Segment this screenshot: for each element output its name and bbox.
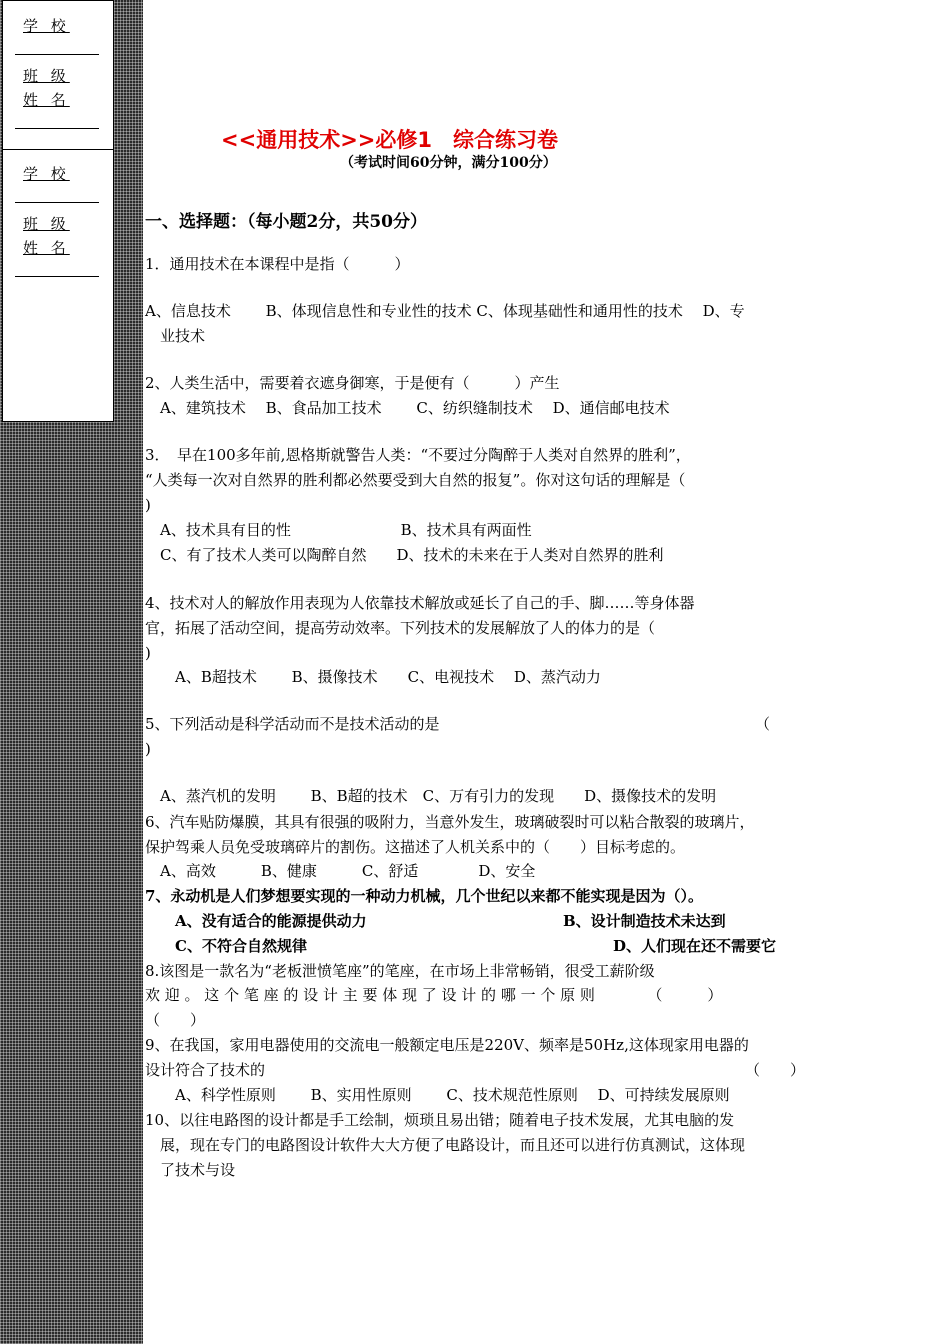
class-label: 班 级 — [23, 67, 70, 85]
question-10-line-2: 展，现在专门的电路图设计软件大大方便了电路设计，而且还可以进行仿真测试，这体现 — [145, 1136, 746, 1154]
school-label: 学 校 — [23, 17, 70, 35]
name-blank[interactable] — [15, 128, 99, 129]
question-9-paren: （ ） — [745, 1061, 806, 1079]
question-1-options: A、信息技术 B、体现信息性和专业性的技术 C、体现基础性和通用性的技术 D、专 — [145, 302, 745, 320]
question-5-line-2: ) — [145, 740, 151, 758]
question-10-line-3: 了技术与设 — [145, 1161, 236, 1179]
class-label-2: 班 级 — [23, 215, 70, 233]
question-4-options: A、B超技术 B、摄像技术 C、电视技术 D、蒸汽动力 — [145, 668, 601, 686]
question-4-line-1: 4、技术对人的解放作用表现为人依靠技术解放或延长了自己的手、脚……等身体器 — [145, 594, 695, 612]
question-10-line-1: 10、以往电路图的设计都是手工绘制，烦琐且易出错；随着电子技术发展，尤其电脑的发 — [145, 1111, 735, 1129]
question-2-options: A、建筑技术 B、食品加工技术 C、纺织缝制技术 D、通信邮电技术 — [145, 399, 670, 417]
question-5-paren: （ — [755, 715, 771, 733]
exam-title: <<通用技术>>必修1 综合练习卷 — [221, 128, 558, 152]
school-label-2: 学 校 — [23, 165, 70, 183]
question-3-line-1: 3． 早在100多年前,恩格斯就警告人类：“不要过分陶醉于人类对自然界的胜利”， — [145, 446, 691, 464]
school-blank-2[interactable] — [15, 202, 99, 203]
question-9-line-1: 9、在我国，家用电器使用的交流电一般额定电压是220V、频率是50Hz,这体现家用电器的 — [145, 1036, 749, 1054]
question-5-line-1: 5、下列活动是科学活动而不是技术活动的是 — [145, 715, 440, 733]
question-4-line-3: ) — [145, 644, 151, 662]
info-box-divider — [3, 149, 113, 150]
question-2-stem: 2、人类生活中，需要着衣遮身御寒，于是便有（ ）产生 — [145, 374, 560, 392]
section-heading: 一、选择题：（每小题2分，共50分） — [145, 212, 427, 232]
question-7-option-d: D、人们现在还不需要它 — [613, 937, 777, 955]
question-6-line-1: 6、汽车贴防爆膜，其具有很强的吸附力，当意外发生，玻璃破裂时可以粘合散裂的玻璃片， — [145, 813, 755, 831]
question-5-options: A、蒸汽机的发明 B、B超的技术 C、万有引力的发现 D、摄像技术的发明 — [145, 787, 717, 805]
question-6-line-2: 保护驾乘人员免受玻璃碎片的割伤。这描述了人机关系中的（ ）目标考虑的。 — [145, 838, 686, 856]
question-4-line-2: 官，拓展了活动空间，提高劳动效率。下列技术的发展解放了人的体力的是（ — [145, 619, 656, 637]
question-3-line-3: ) — [145, 496, 151, 514]
question-1-stem: 1．通用技术在本课程中是指（ ） — [145, 255, 410, 273]
student-info-box — [2, 0, 114, 422]
question-7-option-a: A、没有适合的能源提供动力 — [145, 912, 367, 930]
exam-subtitle: （考试时间60分钟，满分100分） — [340, 155, 557, 171]
question-7-stem: 7、永动机是人们梦想要实现的一种动力机械，几个世纪以来都不能实现是因为（）。 — [145, 887, 703, 905]
question-8-line-1: 8.该图是一款名为“老板泄愤笔座”的笔座，在市场上非常畅销，很受工薪阶级 — [145, 962, 655, 980]
question-3-line-2: “人类每一次对自然界的胜利都必然要受到大自然的报复”。你对这句话的理解是（ — [145, 471, 686, 489]
name-blank-2[interactable] — [15, 276, 99, 277]
question-7-option-b: B、设计制造技术未达到 — [563, 912, 726, 930]
question-3-options-cd: C、有了技术人类可以陶醉自然 D、技术的未来在于人类对自然界的胜利 — [145, 546, 664, 564]
question-8-line-3: （ ） — [145, 1011, 206, 1029]
question-9-line-2: 设计符合了技术的 — [145, 1061, 266, 1079]
question-7-option-c: C、不符合自然规律 — [145, 937, 307, 955]
question-6-options: A、高效 B、健康 C、舒适 D、安全 — [145, 862, 536, 880]
question-9-options: A、科学性原则 B、实用性原则 C、技术规范性原则 D、可持续发展原则 — [145, 1086, 730, 1104]
question-3-options-ab: A、技术具有目的性 B、技术具有两面性 — [145, 521, 532, 539]
school-blank[interactable] — [15, 54, 99, 55]
question-1-options-cont: 业技术 — [145, 327, 206, 345]
name-label-2: 姓 名 — [23, 239, 70, 257]
name-label: 姓 名 — [23, 91, 70, 109]
question-8-line-2: 欢 迎 。 这 个 笔 座 的 设 计 主 要 体 现 了 设 计 的 哪 一 个 原 则 （ ） — [145, 986, 723, 1004]
